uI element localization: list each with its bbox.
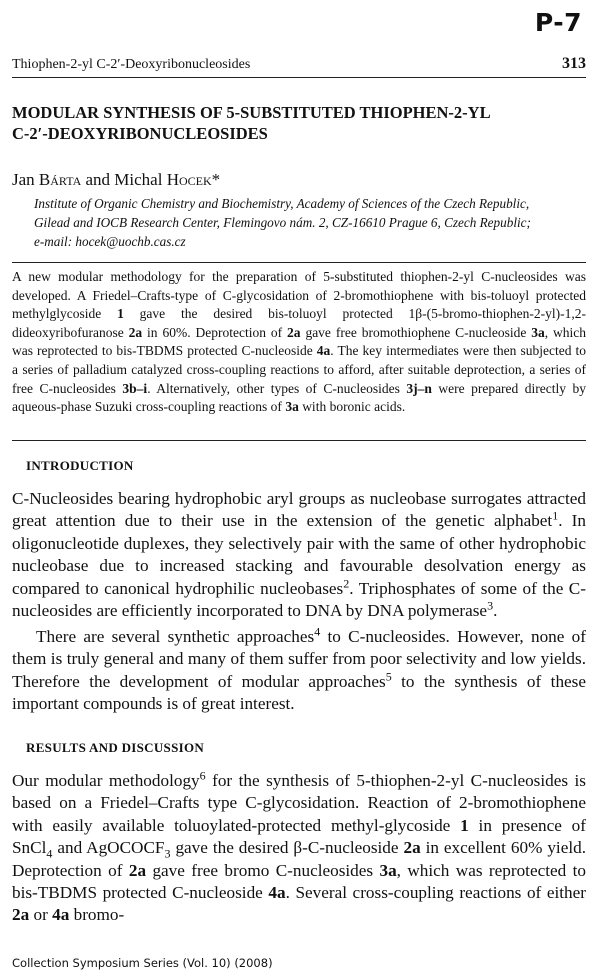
abstract-bottom-rule [12, 440, 586, 441]
title-line-2: C-2′-DEOXYRIBONUCLEOSIDES [12, 124, 268, 143]
results-heading: RESULTS AND DISCUSSION [26, 740, 205, 755]
title-line-1: MODULAR SYNTHESIS OF 5-SUBSTITUTED THIOPHEN-2-YL [12, 103, 491, 122]
intro-paragraph-2: There are several synthetic approaches$^4$ to C-nucleosides. However, none of them is truly general and many of them suffer from poor selectivity and low yields. Therefore the development of modular approaches$^5$ to the synthesis of these important compounds is of great interest. [12, 624, 586, 714]
affiliation-line-1: Institute of Organic Chemistry and Biochemistry, Academy of Sciences of the Czech Republic, [34, 196, 530, 211]
author-2-last: Hocek [166, 170, 212, 189]
author-2-first: Michal [114, 170, 167, 189]
page-number: 313 [562, 55, 586, 72]
affiliation-line-2: Gilead and IOCB Research Center, Flemingovo nám. 2, CZ-16610 Prague 6, Czech Republic; [34, 215, 531, 230]
author-1-last: Bárta [38, 170, 82, 189]
journal-footer: Collection Symposium Series (Vol. 10) (2008) [12, 956, 273, 970]
introduction-heading: INTRODUCTION [26, 458, 134, 473]
article-title [12, 102, 586, 144]
intro-paragraph-1: C-Nucleosides bearing hydrophobic aryl groups as nucleobase surrogates attracted great attention due to their use in the extension of the genetic alphabet$^1$. In oligonucleotide duplexes, they selectively pair with the same of other hydrophobic nucleobase due to increased stacking and favourable desolvation energy as compared to canonical hydrophilic nucleobases$^2$. Triphosphates of some of the C-nucleosides are efficiently incorporated to DNA by DNA polymerase$^3$. [12, 489, 586, 621]
abstract-top-rule [12, 262, 586, 263]
poster-code: P-7 [534, 8, 582, 37]
affiliation [34, 194, 586, 251]
author-and: and [81, 170, 115, 189]
affiliation-email: e-mail: hocek@uochb.cas.cz [34, 234, 186, 249]
running-header [12, 55, 586, 78]
running-title: Thiophen-2-yl C-2′-Deoxyribonucleosides [12, 57, 251, 72]
results-paragraph: Our modular methodology$^6$ for the synthesis of 5-thiophen-2-yl C-nucleosides is based on a Friedel–Crafts type C-glycosidation. Reaction of 2-bromothiophene with easily available toluoylated-protected methyl-glycoside 1 in presence of SnCl$_4$ and AgOCOCF$_3$ gave the desired β-C-nucleoside 2a in excellent 60% yield. Deprotection of 2a gave free bromo C-nucleosides 3a, which was reprotected to bis-TBDMS protected C-nucleoside 4a. Several cross-coupling reactions of either 2a or 4a bromo- [12, 768, 586, 925]
author-1-first: Jan [12, 170, 39, 189]
abstract: A new modular methodology for the preparation of 5-substituted thiophen-2-yl C-nucleosides was developed. A Friedel–Crafts-type of C-glycosidation of 2-bromothiophene with bis-toluoyl protected methylglycoside 1 gave the desired bis-toluoyl protected 1β-(5-bromo-thiophen-2-yl)-1,2-dideoxyribofuranose 2a in 60%. Deprotection of 2a gave free bromothiophene C-nucleoside 3a, which was reprotected to bis-TBDMS protected C-nucleoside 4a. The key intermediates were then subjected to a series of palladium catalyzed cross-coupling reactions to afford, after suitable deprotection, a series of free C-nucleosides 3b–i. Alternatively, other types of C-nucleosides 3j–n were prepared directly by aqueous-phase Suzuki cross-coupling reactions of 3a with boronic acids. [12, 269, 587, 415]
corresponding-mark: * [211, 170, 221, 189]
author-line [12, 170, 220, 190]
